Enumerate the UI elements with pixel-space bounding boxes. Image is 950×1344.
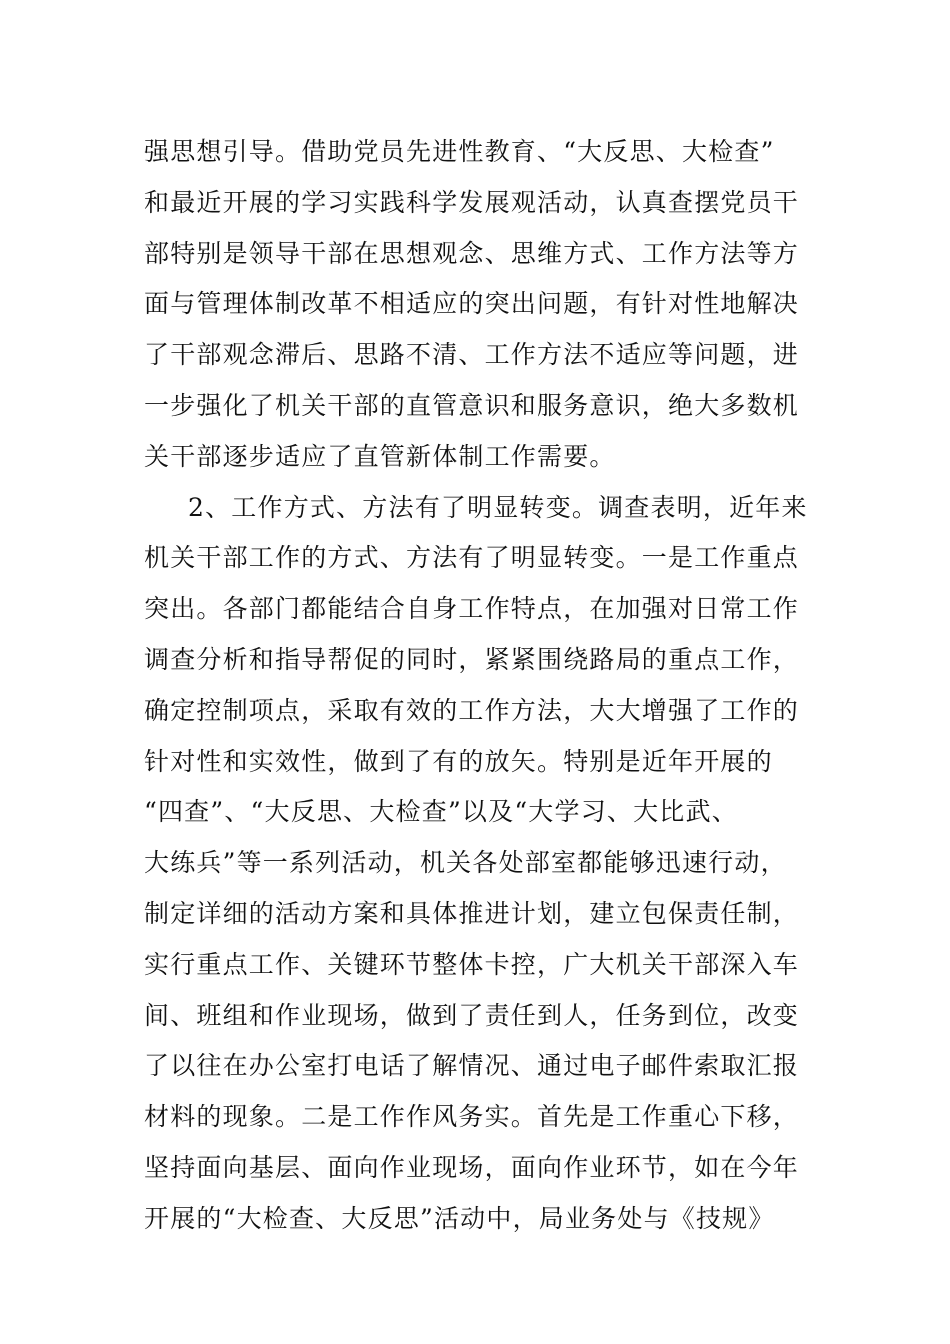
text-line: 和最近开展的学习实践科学发展观活动，认真查摆党员干 [144,187,800,217]
body-text [144,132,814,1250]
text-line: 面与管理体制改革不相适应的突出问题，有针对性地解决 [144,289,800,319]
text-line: 材料的现象。二是工作作风务实。首先是工作重心下移， [144,1102,800,1132]
text-line: 部特别是领导干部在思想观念、思维方式、工作方法等方 [144,238,800,268]
text-line: 了干部观念滞后、思路不清、工作方法不适应等问题，进 [144,340,800,370]
text-line: 制定详细的活动方案和具体推进计划，建立包保责任制， [144,898,800,928]
text-line: 实行重点工作、关键环节整体卡控，广大机关干部深入车 [144,949,800,979]
text-line: 一步强化了机关干部的直管意识和服务意识，绝大多数机 [144,390,800,420]
text-line: 针对性和实效性，做到了有的放矢。特别是近年开展的 [144,746,773,776]
text-line: 坚持面向基层、面向作业现场，面向作业环节，如在今年 [144,1152,800,1182]
text-line: 确定控制项点，采取有效的工作方法，大大增强了工作的 [144,695,800,725]
text-line: 了以往在办公室打电话了解情况、通过电子邮件索取汇报 [144,1051,800,1081]
text-line: 强思想引导。借助党员先进性教育、“大反思、大检查” [144,137,775,166]
text-line: “四查”、“大反思、大检查”以及“大学习、大比武、 [144,797,738,827]
paragraph-start-line: 2、工作方式、方法有了明显转变。调查表明，近年来 [188,492,808,522]
text-line: 间、班组和作业现场，做到了责任到人，任务到位，改变 [144,1000,800,1030]
text-line: 关干部逐步适应了直管新体制工作需要。 [144,441,616,471]
text-line: 调查分析和指导帮促的同时，紧紧围绕路局的重点工作， [144,644,800,674]
text-line: 开展的“大检查、大反思”活动中，局业务处与《技规》 [144,1203,775,1233]
text-line: 突出。各部门都能结合自身工作特点，在加强对日常工作 [144,594,800,624]
text-line: 机关干部工作的方式、方法有了明显转变。一是工作重点 [144,543,800,573]
text-line: 大练兵”等一系列活动，机关各处部室都能够迅速行动， [144,848,787,878]
